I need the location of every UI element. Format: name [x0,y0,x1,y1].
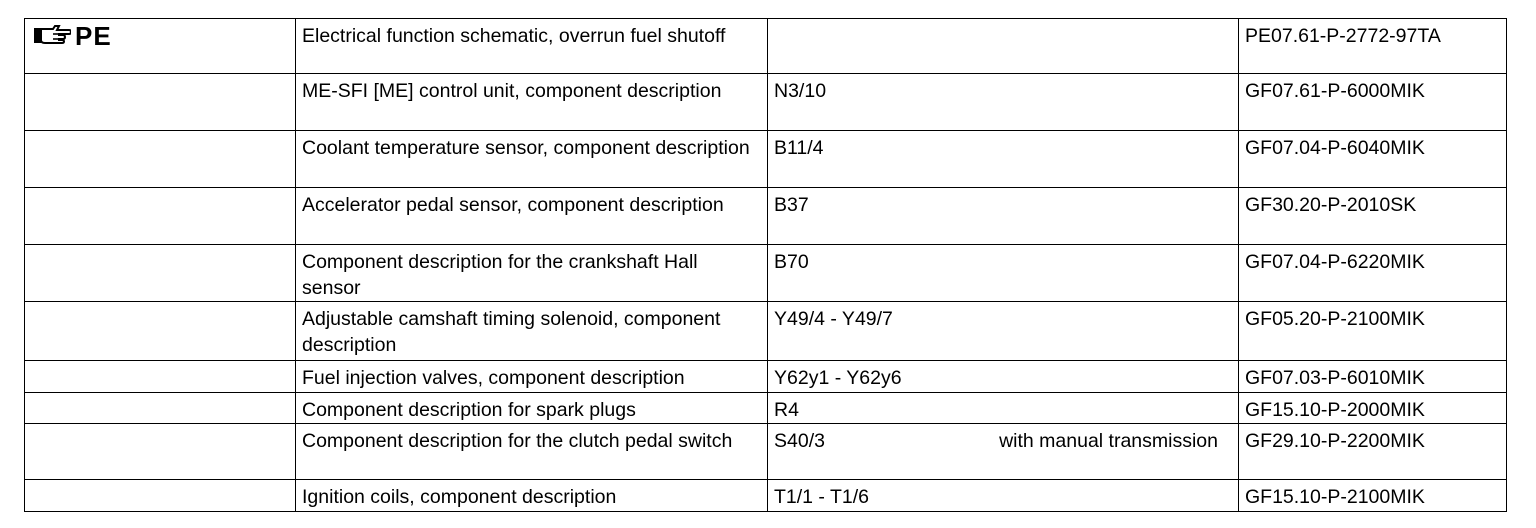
marker-cell [25,131,296,188]
reference-cell: GF15.10-P-2100MIK [1239,480,1507,512]
marker-cell [25,245,296,302]
description-cell: Component description for the crankshaft Hall sensor [296,245,768,302]
code-value: B70 [774,251,809,273]
reference-cell: GF07.04-P-6040MIK [1239,131,1507,188]
reference-cell: PE07.61-P-2772-97TA [1239,19,1507,74]
code-cell [768,393,1239,424]
code-cell [768,19,1239,74]
reference-cell: GF05.20-P-2100MIK [1239,302,1507,361]
description-cell: Ignition coils, component description [296,480,768,512]
code-cell [768,424,1239,480]
pointing-hand-icon [33,25,71,47]
pe-marker [31,23,289,49]
reference-cell: GF30.20-P-2010SK [1239,188,1507,245]
marker-cell [25,393,296,424]
table-row [25,19,1507,74]
description-cell: Accelerator pedal sensor, component description [296,188,768,245]
marker-cell [25,188,296,245]
reference-cell: GF07.61-P-6000MIK [1239,74,1507,131]
code-value: T1/1 - T1/6 [774,486,870,508]
code-value: B37 [774,194,809,216]
code-cell [768,302,1239,361]
description-cell: Fuel injection valves, component description [296,361,768,393]
marker-cell [25,424,296,480]
code-cell [768,188,1239,245]
description-cell: Component description for spark plugs [296,393,768,424]
table-row [25,188,1507,245]
marker-cell [25,361,296,393]
description-cell: Electrical function schematic, overrun fuel shutoff [296,19,768,74]
reference-cell: GF15.10-P-2000MIK [1239,393,1507,424]
marker-cell [25,74,296,131]
code-cell [768,245,1239,302]
code-value: B11/4 [774,137,824,159]
code-value: N3/10 [774,80,827,102]
code-value: Y62y1 - Y62y6 [774,367,902,389]
code-cell [768,361,1239,393]
reference-table [24,18,1507,512]
table-row [25,245,1507,302]
code-cell [768,74,1239,131]
reference-cell: GF29.10-P-2200MIK [1239,424,1507,480]
description-cell: Coolant temperature sensor, component description [296,131,768,188]
table-row [25,480,1507,512]
description-cell: Adjustable camshaft timing solenoid, component description [296,302,768,361]
table-row [25,361,1507,393]
code-cell [768,131,1239,188]
table-row [25,74,1507,131]
table-row [25,302,1507,361]
code-value: S40/3 [774,430,825,452]
code-cell [768,480,1239,512]
note-value: with manual transmission [999,430,1218,452]
table-row [25,131,1507,188]
code-value: Y49/4 - Y49/7 [774,308,893,330]
code-value: R4 [774,399,799,421]
description-cell: Component description for the clutch pedal switch [296,424,768,480]
description-cell: ME-SFI [ME] control unit, component description [296,74,768,131]
marker-cell [25,19,296,74]
reference-cell: GF07.03-P-6010MIK [1239,361,1507,393]
marker-label: PE [75,21,112,51]
reference-cell: GF07.04-P-6220MIK [1239,245,1507,302]
marker-cell [25,302,296,361]
marker-cell [25,480,296,512]
table-row [25,393,1507,424]
table-row [25,424,1507,480]
